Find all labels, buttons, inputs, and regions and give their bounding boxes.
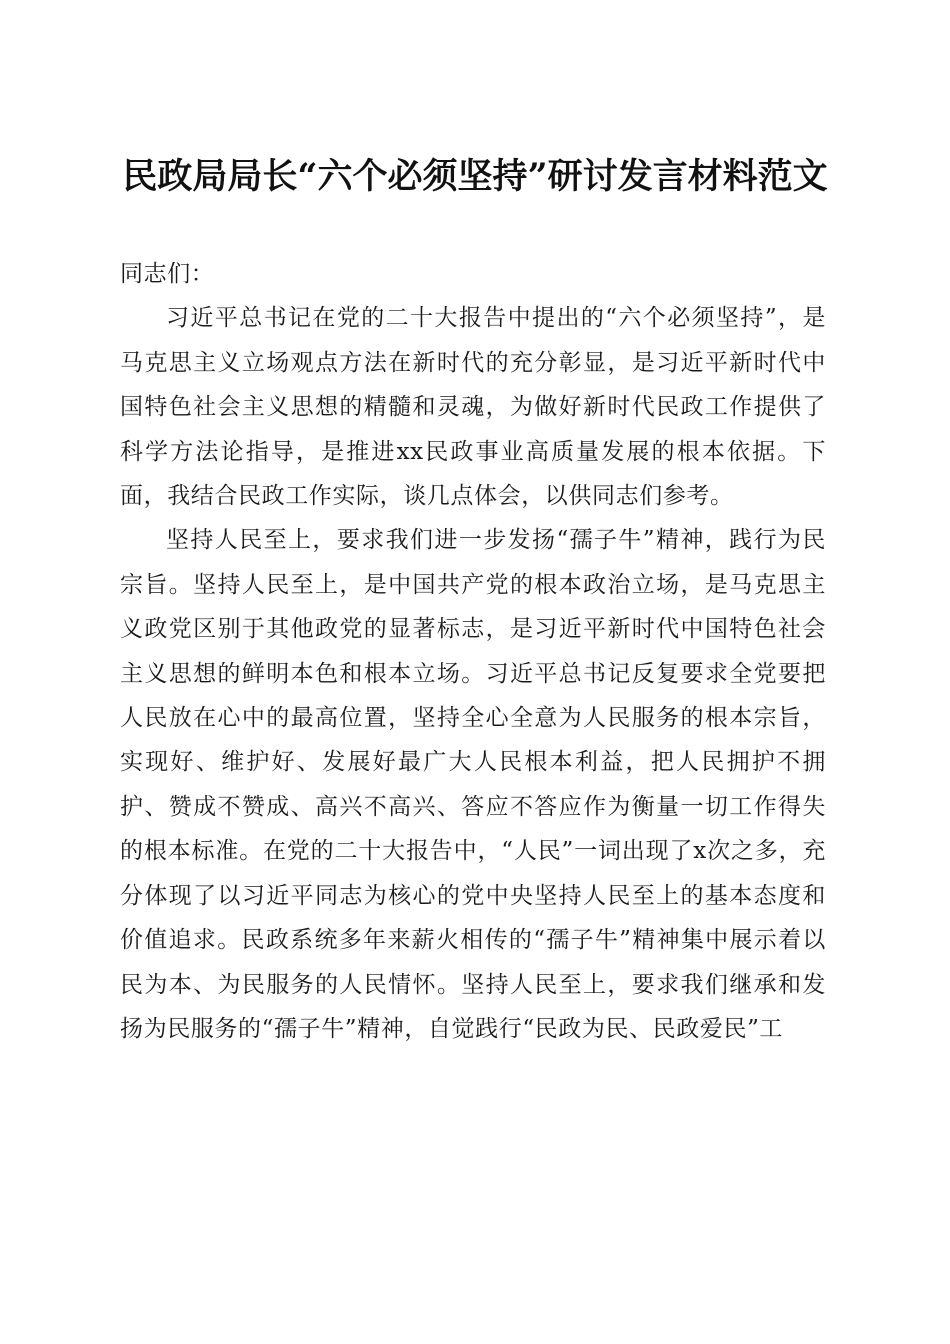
paragraph-people-first: 坚持人民至上，要求我们进一步发扬“孺子牛”精神，践行为民宗旨。坚持人民至上，是中国共产党的根本政治立场，是马克思主义政党区别于其他政党的显著标志，是习近平新时代中国特色社会主义思想的鲜明本色和根本立场。习近平总书记反复要求全党要把人民放在心中的最高位置，坚持全心全意为人民服务的根本宗旨，实现好、维护好、发展好最广大人民根本利益，把人民拥护不拥护、赞成不赞成、高兴不高兴、答应不答应作为衡量一切工作得失的根本标准。在党的二十大报告中，“人民”一词出现了x次之多，充分体现了以习近平同志为核心的党中央坚持人民至上的基本态度和价值追求。民政系统多年来薪火相传的“孺子牛”精神集中展示着以民为本、为民服务的人民情怀。坚持人民至上，要求我们继承和发扬为民服务的“孺子牛”精神，自觉践行“民政为民、民政爱民”工 [120, 527, 826, 1042]
document-title: 民政局局长“六个必须坚持”研讨发言材料范文 [122, 156, 828, 198]
paragraph-intro: 习近平总书记在党的二十大报告中提出的“六个必须坚持”，是马克思主义立场观点方法在新时代的充分彰显，是习近平新时代中国特色社会主义思想的精髓和灵魂，为做好新时代民政工作提供了科学方法论指导，是推进xx民政事业高质量发展的根本依据。下面，我结合民政工作实际，谈几点体会，以供同志们参考。 [120, 305, 826, 510]
document-body [120, 252, 826, 1051]
salutation: 同志们： [120, 261, 215, 287]
